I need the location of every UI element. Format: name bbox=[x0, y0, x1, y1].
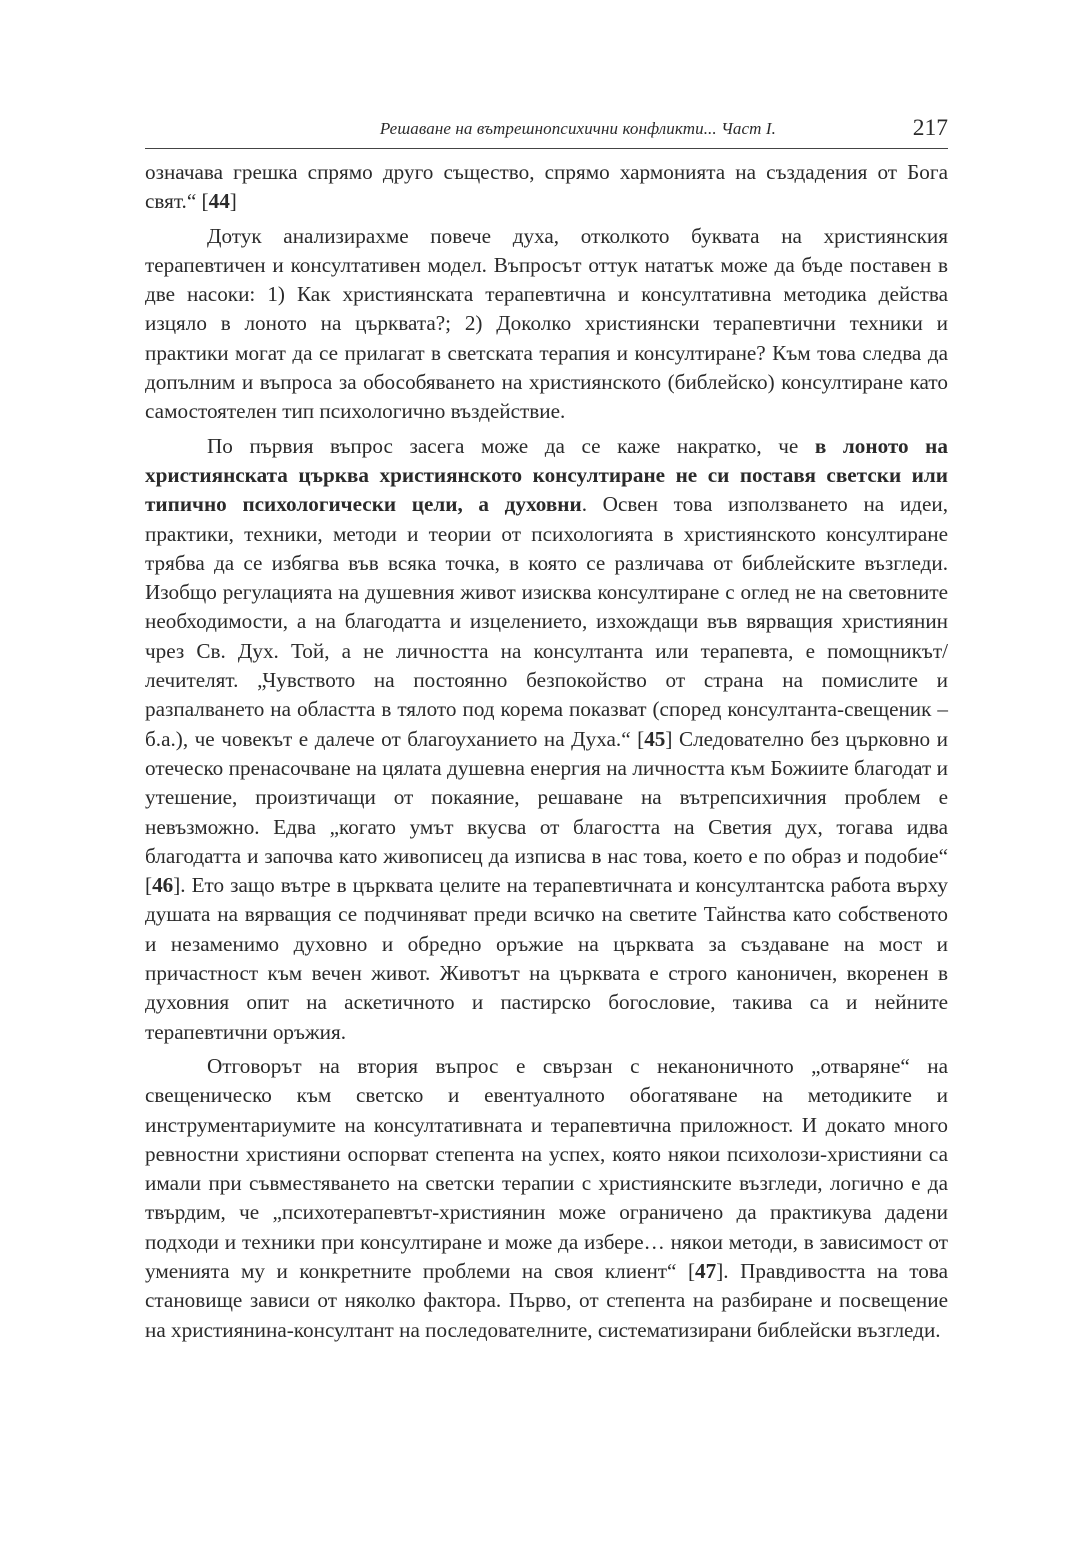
citation-ref-46: 46 bbox=[152, 873, 174, 898]
paragraph-2: Дотук анализирахме повече духа, отколкото буквата на християнския терапевтичен и консултативен модел. Въпросът оттук нататък може да бъде поставен в две насоки: 1) Как християнската терапевтична и консултативна методика действа изцяло в лоното на църквата?; 2) Доколко християнски терапевтични техники и практики могат да се прилагат в светската терапия и консултиране? Към това следва да допълним и въпроса за обособяването на християнското (библейско) консултиране като самостоятелен тип психологично въздействие. bbox=[145, 223, 948, 424]
paragraph-3-part-2: . Освен това използването на идеи, практики, техники, методи и теории от психологията в християнското консултиране трябва да се избягва във всяка точка, в която се различава от библейските възгледи. Изобщо регулацията на душевния живот изисква консултиране с оглед не на световните необходимости, а на благодатта и изцелението, изхождащи във вярващия християнин чрез Св. Дух. Той, а не личността на консултанта или терапевта, е помощникът/лечителят. „Чувството на постоянно безпокойство от страна на помислите и разпалването на областта в тялото под корема показват (според консултанта-свещеник – б.а.), че човекът е далече от благоуханието на Духа.“ [ bbox=[145, 492, 949, 751]
header-divider bbox=[145, 148, 948, 149]
page-header bbox=[145, 116, 948, 148]
citation-ref-44: 44 bbox=[208, 189, 230, 214]
page-number: 217 bbox=[912, 115, 948, 141]
paragraph-4-text: Отговорът на втория въпрос е свързан с неканоничното „отваряне“ на свещеническо към светско и евентуалното обогатяване на методиките и инструментариумите на консултативната и терапевтична приложност. И докато много ревностни християни оспорват степента на успех, която някои психолози-християни са имали при съвместяването на светски терапии с християнските възгледи, логично е да твърдим, че „психотерапевтът-християнин може ограничено да практикува дадени подходи и техники при консултиране и може да избере… някои методи, в зависимост от уменията му и конкретните проблеми на своя клиент“ [ bbox=[145, 1053, 948, 1283]
paragraph-1-text: означава грешка спрямо друго същество, спрямо хармонията на създадения от Бога свят.“ [ bbox=[145, 160, 948, 214]
citation-ref-45: 45 bbox=[644, 726, 666, 751]
paragraph-3 bbox=[145, 432, 948, 1047]
paragraph-3-bold-emphasis: в лоното на християнската църква християнското консултиране не си поставя светски или типично психологически цели, а духовни bbox=[145, 433, 948, 517]
paragraph-3-part-4: ]. Ето защо вътре в църквата целите на терапевтичната и консултантска работа върху душата на вярващия се подчиняват преди всичко на светите Тайнства като собственото и незаменимо духовно и обредно оръжие на църквата за създаване на мост и причастност към вечен живот. Животът на църквата е строго каноничен, вкоренен в духовния опит на аскетичното и пастирско богословие, такива са и нейните терапевтични оръжия. bbox=[145, 873, 948, 1044]
running-title: Решаване на вътрешнопсихични конфликти... Част I. bbox=[379, 119, 776, 138]
paragraph-1 bbox=[145, 158, 948, 217]
body-text bbox=[145, 158, 948, 1345]
paragraph-4-close: ]. Правдивостта на това становище зависи от няколко фактора. Първо, от степента на разбиране и посвещение на християнина-консултант на последователните, систематизирани библейски възгледи. bbox=[145, 1258, 948, 1342]
paragraph-3-part-3: ] Следователно без църковно и отеческо пренасочване на цялата душевна енергия на личността към Божиите благодат и утешение, произтичащи от покаяние, решаване на вътрепсихичния проблем е невъзможно. Едва „когато умът вкусва от благостта на Светия дух, тогава идва благодатта и започва като живописец да изписва в нас това, което е по образ и подобие“ [ bbox=[145, 726, 948, 898]
paragraph-1-close: ] bbox=[229, 189, 237, 214]
paragraph-4 bbox=[145, 1052, 948, 1345]
citation-ref-47: 47 bbox=[695, 1258, 717, 1283]
paragraph-3-lead: По първия въпрос засега може да се каже накратко, че bbox=[207, 433, 815, 458]
